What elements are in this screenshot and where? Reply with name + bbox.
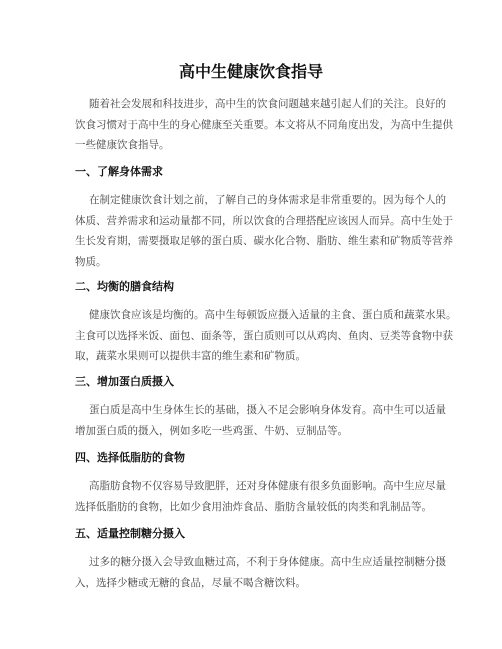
paragraph-line: 物质。 (75, 255, 107, 268)
paragraph-line: 健康饮食应该是均衡的。高中生每顿饭应摄入适量的主食、蛋白质和蔬菜水果。 (89, 309, 457, 321)
paragraph-line: 增加蛋白质的摄入，例如多吃一些鸡蛋、牛奶、豆制品等。 (75, 424, 348, 437)
section-paragraph (75, 305, 457, 367)
section-paragraph (75, 476, 445, 517)
paragraph-line: 生长发育期，需要摄取足够的蛋白质、碳水化合物、脂肪、维生素和矿物质等营养 (75, 235, 453, 247)
section-heading: 五、适量控制糖分摄入 (75, 527, 185, 540)
paragraph-line: 在制定健康饮食计划之前，了解自己的身体需求是非常重要的。因为每个人的 (89, 194, 446, 206)
section-paragraph (75, 400, 445, 441)
intro-paragraph (75, 94, 453, 156)
paragraph-line: 蛋白质是高中生身体生长的基础，摄入不足会影响身体发育。高中生可以适量 (89, 404, 446, 416)
paragraph-line: 过多的糖分摄入会导致血糖过高，不利于身体健康。高中生应适量控制糖分摄 (89, 556, 446, 568)
paragraph-line: 高脂肪食物不仅容易导致肥胖，还对身体健康有很多负面影响。高中生应尽量 (89, 480, 446, 492)
intro-line: 随着社会发展和科技进步，高中生的饮食问题越来越引起人们的关注。良好的 (89, 98, 446, 110)
paragraph-line: 取，蔬菜水果则可以提供丰富的维生素和矿物质。 (75, 350, 306, 362)
paragraph-line: 主食可以选择米饭、面包、面条等，蛋白质则可以从鸡肉、鱼肉、豆类等食物中获 (75, 329, 453, 342)
paragraph-line: 选择低脂肪的食物，比如少食用油炸食品、脂肪含量较低的肉类和乳制品等。 (75, 500, 432, 513)
section-heading: 二、均衡的膳食结构 (75, 280, 174, 293)
section-heading: 一、了解身体需求 (75, 165, 163, 178)
section-heading: 三、增加蛋白质摄入 (75, 375, 174, 388)
section-heading: 四、选择低脂肪的食物 (75, 451, 185, 464)
intro-line: 一些健康饮食指导。 (75, 139, 170, 151)
section-paragraph (75, 190, 453, 272)
section-paragraph (75, 552, 445, 593)
intro-line: 饮食习惯对于高中生的身心健康至关重要。本文将从不同角度出发，为高中生提供 (75, 118, 453, 131)
paragraph-line: 入，选择少糖或无糖的食品，尽量不喝含糖饮料。 (75, 576, 306, 589)
paragraph-line: 体质、营养需求和运动量都不同，所以饮食的合理搭配应该因人而异。高中生处于 (75, 214, 453, 227)
document-title: 高中生健康饮食指导 (178, 62, 323, 81)
